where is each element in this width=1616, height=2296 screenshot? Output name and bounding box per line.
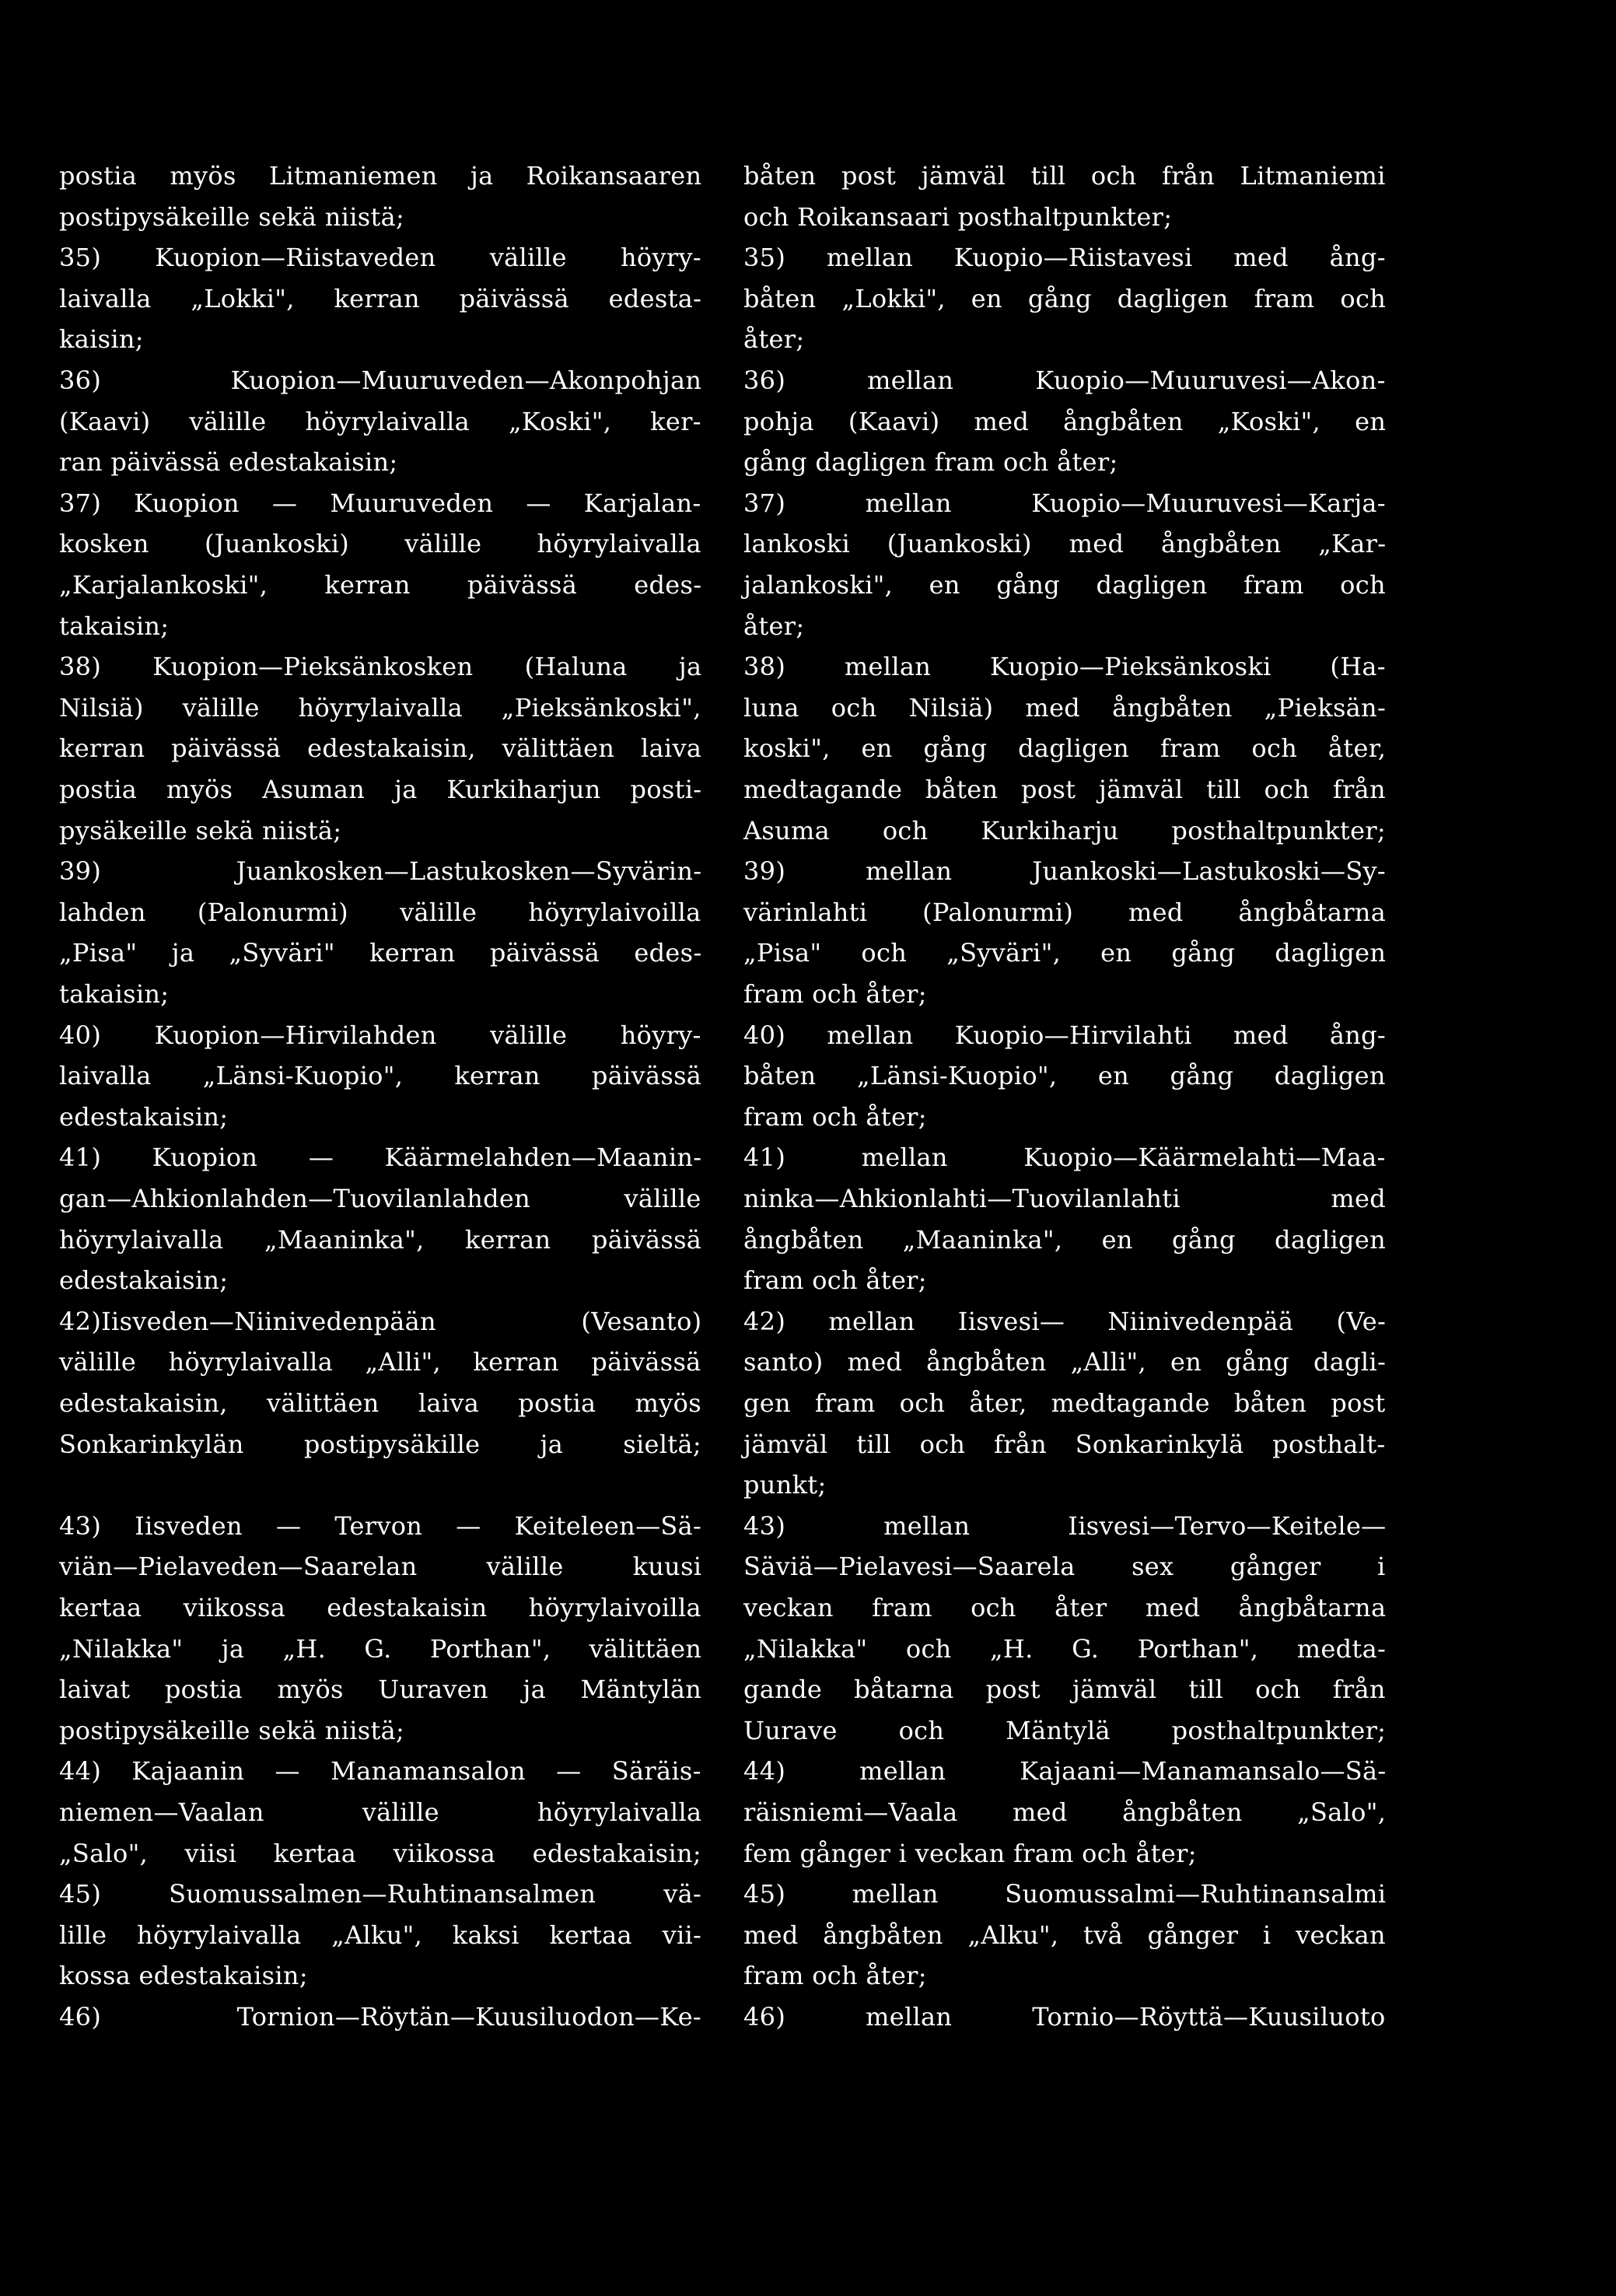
text-line: ångbåten „Maaninka", en gång dagligen — [743, 1224, 1386, 1255]
text-line: luna och Nilsiä) med ångbåten „Pieksän- — [743, 692, 1387, 723]
text-line: gande båtarna post jämväl till och från — [743, 1675, 1386, 1705]
text-line: medtagande båten post jämväl till och från — [743, 775, 1386, 804]
text-line: santo) med ångbåten „Alli", en gång dagli- — [743, 1347, 1387, 1377]
text-line: laivalla „Lokki", kerran päivässä edesta- — [59, 283, 702, 313]
text-line: ninka—Ahkionlahti—Tuovilanlahti med — [743, 1184, 1387, 1213]
text-line: koski", en gång dagligen fram och åter, — [743, 733, 1387, 764]
text-line: Sonkarinkylän postipysäkille ja sieltä; — [59, 1429, 701, 1459]
text-line: räisniemi—Vaala med ångbåten „Salo", — [743, 1797, 1387, 1827]
text-line: kosken (Juankoski) välille höyrylaivalla — [59, 529, 701, 559]
text-line: fram och åter; — [743, 1961, 927, 1991]
text-line: 40) Kuopion—Hirvilahden välille höyry- — [59, 1020, 701, 1050]
text-line: gan—Ahkionlahden—Tuovilanlahden välille — [59, 1184, 701, 1213]
text-line: kertaa viikossa edestakaisin höyrylaivoilla — [59, 1593, 701, 1622]
text-line: postia myös Asuman ja Kurkiharjun posti- — [59, 775, 702, 804]
text-line: fram och åter; — [743, 1101, 927, 1132]
text-line: kaisin; — [59, 324, 144, 355]
text-line: ran päivässä edestakaisin; — [59, 447, 398, 478]
text-line: punkt; — [743, 1470, 827, 1500]
text-line: jämväl till och från Sonkarinkylä posthalt- — [743, 1429, 1386, 1459]
text-line: laivalla „Länsi-Kuopio", kerran päivässä — [59, 1061, 702, 1091]
text-line: 39) Juankosken—Lastukosken—Syvärin- — [59, 856, 702, 887]
text-line: lahden (Palonurmi) välille höyrylaivoilla — [59, 897, 701, 927]
text-line: med ångbåten „Alku", två gånger i veckan — [743, 1920, 1386, 1950]
text-line: „Karjalankoski", kerran päivässä edes- — [59, 570, 702, 600]
text-line: fem gånger i veckan fram och åter; — [743, 1838, 1197, 1868]
text-line: båten post jämväl till och från Litmaniemi — [743, 161, 1386, 191]
text-line: 41) Kuopion — Käärmelahden—Maanin- — [59, 1143, 702, 1173]
text-line: 36) Kuopion—Muuruveden—Akonpohjan — [59, 366, 702, 395]
text-line: 36) mellan Kuopio—Muuruvesi—Akon- — [743, 366, 1386, 395]
text-line: laivat postia myös Uuraven ja Mäntylän — [59, 1675, 702, 1705]
text-line: lille höyrylaivalla „Alku", kaksi kertaa vii- — [59, 1920, 702, 1950]
text-line: gen fram och åter, medtagande båten post — [743, 1388, 1386, 1418]
text-line: Uurave och Mäntylä posthaltpunkter; — [743, 1715, 1387, 1745]
text-line: „Nilakka" ja „H. G. Porthan", välittäen — [59, 1633, 702, 1664]
text-line: 44) mellan Kajaani—Manamansalo—Sä- — [743, 1756, 1387, 1787]
text-line: 45) Suomussalmen—Ruhtinansalmen vä- — [59, 1879, 702, 1909]
text-line: edestakaisin; — [59, 1265, 229, 1296]
text-line: jalankoski", en gång dagligen fram och — [743, 570, 1386, 600]
text-line: Nilsiä) välille höyrylaivalla „Pieksänkoski", — [59, 692, 701, 723]
text-line: „Pisa" och „Syväri", en gång dagligen — [743, 938, 1387, 968]
text-line: viän—Pielaveden—Saarelan välille kuusi — [59, 1552, 702, 1582]
text-line: (Kaavi) välille höyrylaivalla „Koski", ker- — [59, 406, 701, 436]
text-line: 46) mellan Tornio—Röyttä—Kuusiluoto — [743, 2002, 1386, 2032]
text-line: båten „Lokki", en gång dagligen fram och — [743, 283, 1387, 313]
text-line: pohja (Kaavi) med ångbåten „Koski", en — [743, 406, 1387, 436]
text-line: „Salo", viisi kertaa viikossa edestakaisin; — [59, 1838, 701, 1868]
text-line: kerran päivässä edestakaisin, välittäen laiva — [59, 733, 702, 764]
text-line: åter; — [743, 611, 805, 641]
text-line: 46) Tornion—Röytän—Kuusiluodon—Ke- — [59, 2002, 702, 2032]
text-line: och Roikansaari posthaltpunkter; — [743, 201, 1173, 232]
text-line: lankoski (Juankoski) med ångbåten „Kar- — [743, 529, 1387, 559]
text-line: Asuma och Kurkiharju posthaltpunkter; — [743, 815, 1387, 845]
text-line: 38) mellan Kuopio—Pieksänkoski (Ha- — [743, 652, 1386, 682]
text-line: 42) mellan Iisvesi— Niinivedenpää (Ve- — [743, 1306, 1387, 1336]
text-line: 43) Iisveden — Tervon — Keiteleen—Sä- — [59, 1510, 702, 1541]
text-line: postipysäkeille sekä niistä; — [59, 201, 405, 232]
text-line: 35) Kuopion—Riistaveden välille höyry- — [59, 243, 701, 273]
text-line: 43) mellan Iisvesi—Tervo—Keitele— — [743, 1510, 1387, 1541]
text-line: åter; — [743, 324, 805, 355]
text-line: fram och åter; — [743, 979, 927, 1009]
text-line: postipysäkeille sekä niistä; — [59, 1715, 405, 1745]
text-line: 38) Kuopion—Pieksänkosken (Haluna ja — [59, 652, 702, 682]
text-line: kossa edestakaisin; — [59, 1961, 308, 1991]
text-line: veckan fram och åter med ångbåtarna — [743, 1593, 1387, 1622]
text-line: niemen—Vaalan välille höyrylaivalla — [59, 1797, 702, 1827]
text-line: Säviä—Pielavesi—Saarela sex gånger i — [743, 1552, 1386, 1582]
text-line: edestakaisin; — [59, 1101, 229, 1132]
text-line: fram och åter; — [743, 1265, 927, 1296]
text-line: „Pisa" ja „Syväri" kerran päivässä edes- — [59, 938, 702, 968]
text-line: takaisin; — [59, 611, 170, 641]
text-line: värinlahti (Palonurmi) med ångbåtarna — [743, 897, 1387, 927]
text-line: 39) mellan Juankoski—Lastukoski—Sy- — [743, 856, 1387, 887]
text-line: „Nilakka" och „H. G. Porthan", medta- — [743, 1633, 1387, 1664]
text-line: 45) mellan Suomussalmi—Ruhtinansalmi — [743, 1879, 1387, 1909]
text-line: 37) mellan Kuopio—Muuruvesi—Karja- — [743, 488, 1386, 518]
text-line: 44) Kajaanin — Manamansalon — Säräis- — [59, 1756, 701, 1787]
text-line: 42)Iisveden—Niinivedenpään (Vesanto) — [59, 1306, 702, 1336]
text-line: båten „Länsi-Kuopio", en gång dagligen — [743, 1061, 1386, 1091]
text-line: gång dagligen fram och åter; — [743, 447, 1118, 478]
text-line: 40) mellan Kuopio—Hirvilahti med ång- — [743, 1020, 1387, 1050]
text-line: postia myös Litmaniemen ja Roikansaaren — [59, 161, 702, 191]
text-line: takaisin; — [59, 979, 170, 1009]
text-line: pysäkeille sekä niistä; — [59, 815, 342, 845]
text-line: 41) mellan Kuopio—Käärmelahti—Maa- — [743, 1143, 1386, 1173]
text-line: 35) mellan Kuopio—Riistavesi med ång- — [743, 243, 1386, 273]
text-line: edestakaisin, välittäen laiva postia myös — [59, 1388, 701, 1418]
text-line: höyrylaivalla „Maaninka", kerran päivässä — [59, 1224, 702, 1255]
text-line: 37) Kuopion — Muuruveden — Karjalan- — [59, 488, 701, 518]
text-line: välille höyrylaivalla „Alli", kerran päivässä — [59, 1347, 701, 1377]
